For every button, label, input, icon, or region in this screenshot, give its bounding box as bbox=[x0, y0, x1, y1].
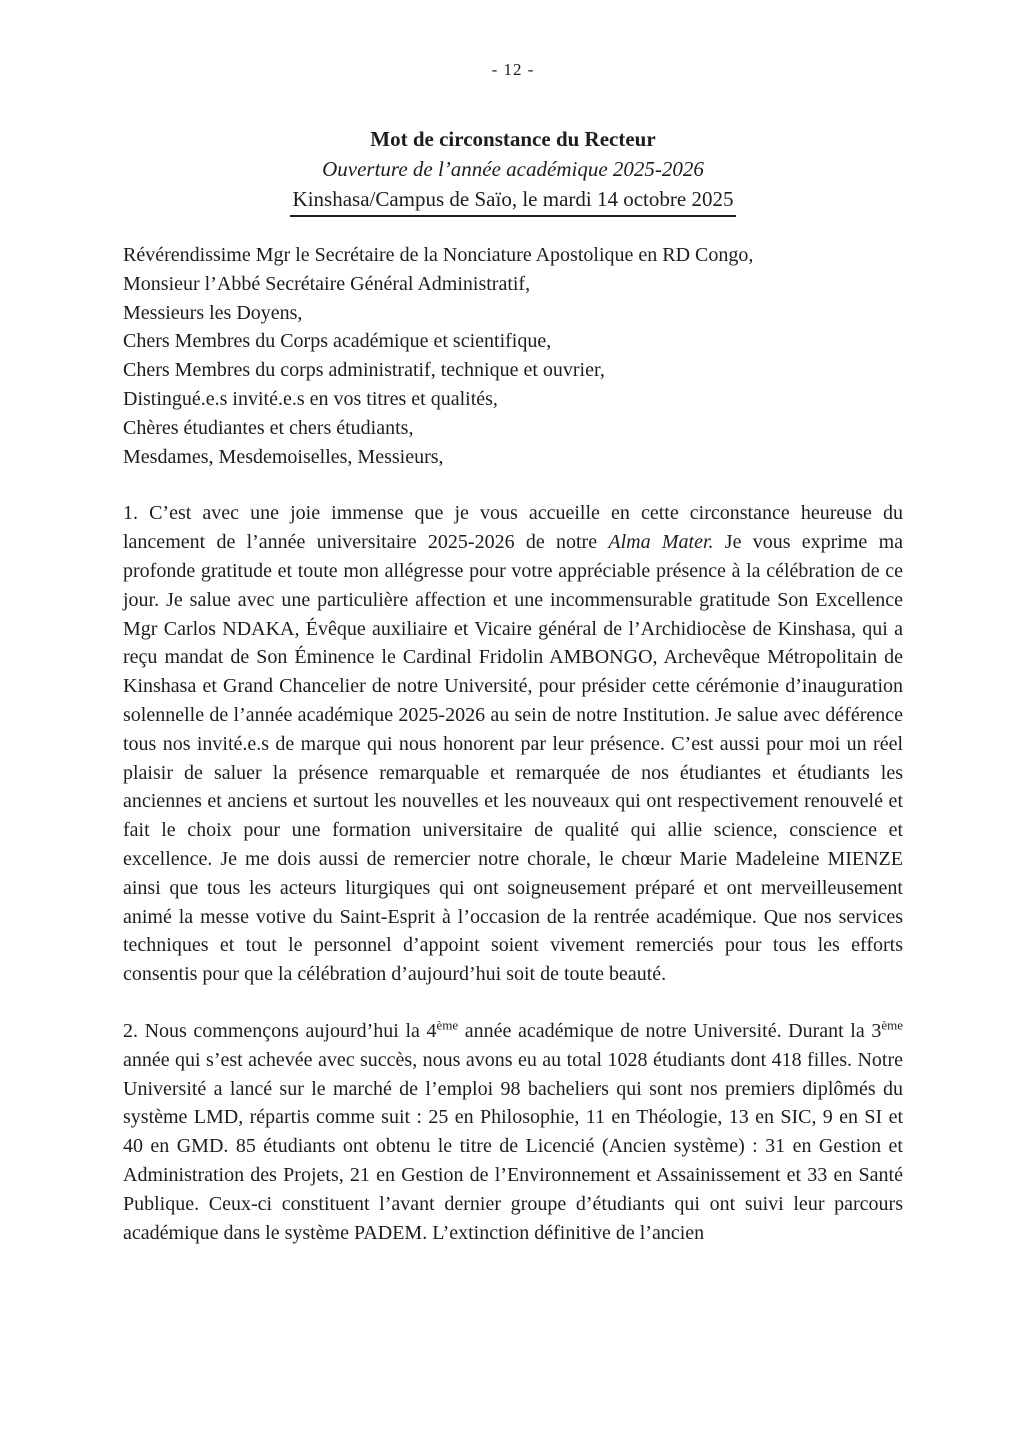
salutation-line: Messieurs les Doyens, bbox=[123, 301, 303, 324]
text-segment: année qui s’est achevée avec succès, nous avons eu au total 1028 étudiants dont 418 filles. Notre Université a lancé sur le marché de l’emploi 98 bacheliers qui sont nos premiers diplômés du système LMD, répartis comme suit : 25 en Philosophie, 11 en Théologie, 13 en SIC, 9 en SI et 40 en GMD. 85 étudiants ont obtenu le titre de Licencié (Ancien système) : 31 en Gestion et Administration des Projets, 21 en Gestion de l’Environnement et Assainissement et 33 en Santé Publique. Ceux-ci constituent l’avant dernier groupe d’étudiants qui ont suivi leur parcours académique dans le système PADEM. L’extinction définitive de l’ancien bbox=[123, 1048, 903, 1244]
document-dateline bbox=[123, 184, 903, 217]
salutation-line: Mesdames, Mesdemoiselles, Messieurs, bbox=[123, 445, 444, 468]
superscript-segment: ème bbox=[881, 1017, 903, 1033]
superscript-segment: ème bbox=[436, 1017, 459, 1033]
salutation-line: Monsieur l’Abbé Secrétaire Général Administratif, bbox=[123, 272, 531, 295]
salutation-list bbox=[123, 241, 903, 471]
speech-body bbox=[123, 499, 903, 1247]
document-title: Mot de circonstance du Recteur bbox=[370, 127, 656, 151]
salutation-line: Distingué.e.s invité.e.s en vos titres et qualités, bbox=[123, 387, 498, 410]
text-segment: 1. C’est avec une joie immense que je vous accueille en cette circonstance heureuse du lancement de l’année universitaire 2025-2026 de notre bbox=[123, 502, 903, 554]
salutation-line: Chers Membres du Corps académique et scientifique, bbox=[123, 330, 552, 353]
document-header bbox=[123, 124, 903, 217]
text-segment: 2. Nous commençons aujourd’hui la 4 bbox=[123, 1019, 437, 1042]
paragraph bbox=[123, 1017, 903, 1247]
salutation-line: Chers Membres du corps administratif, technique et ouvrier, bbox=[123, 359, 605, 382]
text-segment: année académique de notre Université. Durant la 3 bbox=[458, 1019, 882, 1042]
paragraph bbox=[123, 499, 903, 989]
salutation-line: Révérendissime Mgr le Secrétaire de la Nonciature Apostolique en RD Congo, bbox=[123, 244, 754, 266]
salutation-line: Chères étudiantes et chers étudiants, bbox=[123, 416, 414, 439]
page-number: - 12 - bbox=[491, 60, 535, 79]
italic-segment: Alma Mater. bbox=[608, 531, 714, 554]
dateline-text: Kinshasa/Campus de Saïo, le mardi 14 octobre 2025 bbox=[290, 184, 737, 217]
text-segment: Je vous exprime ma profonde gratitude et toute mon allégresse pour votre appréciable présence à la célébration de ce jour. Je salue avec une particulière affection et une incommensurable gratitude Son Excellence Mgr Carlos NDAKA, Évêque auxiliaire et Vicaire général de l’Archidiocèse de Kinshasa, qui a reçu mandat de Son Éminence le Cardinal Fridolin AMBONGO, Archevêque Métropolitain de Kinshasa et Grand Chancelier de notre Université, pour présider cette cérémonie d’inauguration solennelle de l’année académique 2025-2026 au sein de notre Institution. Je salue avec déférence tous nos invité.e.s de marque qui nous honorent par leur présence. C’est aussi pour moi un réel plaisir de saluer la présence remarquable et remarquée de nos étudiantes et étudiants les anciennes et anciens et surtout les nouvelles et les nouveaux qui ont respectivement renouvelé et fait le choix pour une formation universitaire de qualité qui allie science, conscience et excellence. Je me dois aussi de remercier notre chorale, le chœur Marie Madeleine MIENZE ainsi que tous les acteurs liturgiques qui ont soigneusement préparé et ont merveilleusement animé la messe votive du Saint-Esprit à l’occasion de la rentrée académique. Que nos services techniques et tout le personnel d’appoint soient vivement remerciés pour tous les efforts consentis pour que la célébration d’aujourd’hui soit de toute beauté. bbox=[123, 531, 904, 986]
document-subtitle: Ouverture de l’année académique 2025-2026 bbox=[322, 157, 704, 181]
